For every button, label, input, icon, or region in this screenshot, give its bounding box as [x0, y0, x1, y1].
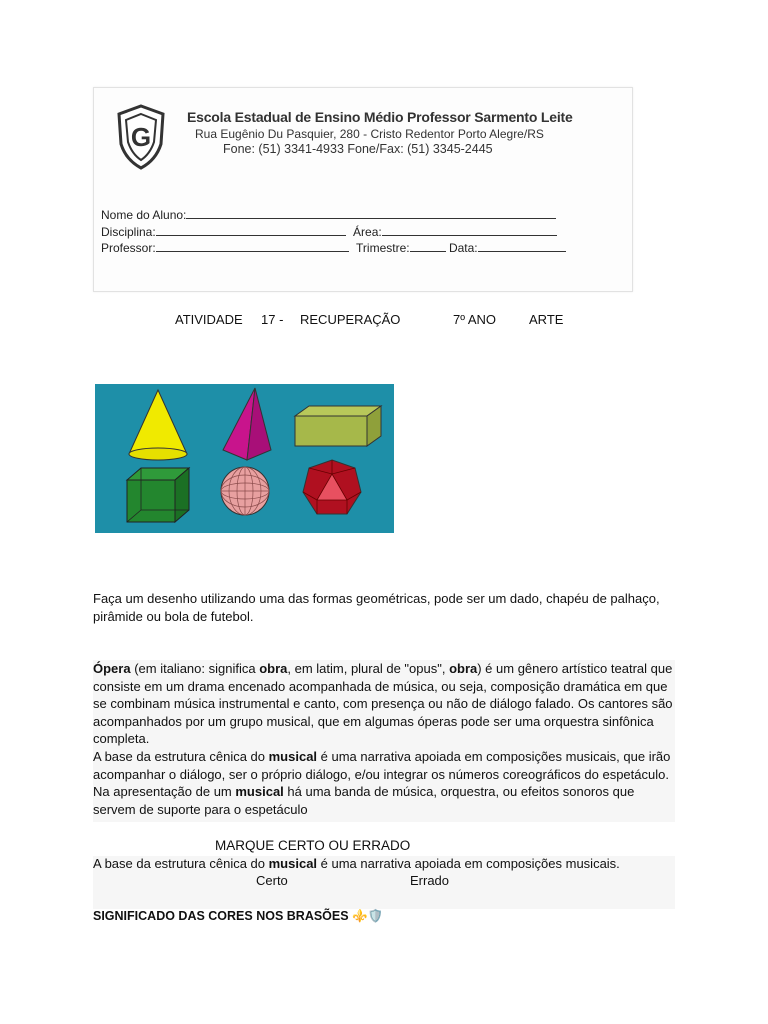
activity-label: ATIVIDADE: [175, 312, 243, 327]
activity-grade: 7º ANO: [453, 312, 497, 327]
student-name-field[interactable]: [186, 207, 556, 219]
green-prism-icon: [295, 406, 381, 446]
drawing-instruction: Faça um desenho utilizando uma das formas geométricas, pode ser um dado, chapéu de palhaço, pirâmide ou bola de futebol.: [93, 591, 660, 624]
red-icosahedron-icon: [303, 460, 361, 514]
form-row-discipline: [101, 224, 557, 239]
school-address: Rua Eugênio Du Pasquier, 280 - Cristo Redentor Porto Alegre/RS: [195, 127, 544, 141]
discipline-label: Disciplina:: [101, 225, 156, 239]
quiz-question-block: [93, 856, 675, 909]
area-label: Área:: [353, 225, 382, 239]
pink-sphere-icon: [221, 467, 269, 515]
crest-letter: G: [130, 122, 152, 152]
musical-paragraph: [93, 748, 673, 818]
school-header-card: [93, 87, 633, 292]
cores-heading: [93, 909, 383, 924]
quiz-bold-word: musical: [268, 856, 318, 871]
opera-text-part: , em latim, plural de "opus",: [287, 661, 450, 676]
teacher-label: Professor:: [101, 241, 156, 255]
activity-type: RECUPERAÇÃO: [300, 312, 401, 327]
student-name-label: Nome do Aluno:: [101, 208, 187, 222]
school-name: Escola Estadual de Ensino Médio Professor Sarmento Leite: [187, 109, 573, 125]
activity-subject: ARTE: [529, 312, 564, 327]
date-field[interactable]: [478, 240, 566, 252]
opera-text: [93, 660, 673, 818]
musical-text-part: A base da estrutura cênica do: [93, 748, 269, 764]
fleur-de-lis-shield-icon: ⚜️🛡️: [352, 909, 384, 923]
option-certo[interactable]: Certo: [256, 873, 288, 888]
activity-number: 17 -: [261, 312, 284, 327]
opera-bold-word: obra: [259, 661, 288, 676]
date-label: Data:: [448, 241, 478, 255]
musical-text-part: há uma banda de música, orquestra, ou efeitos sonoros que servem de suporte para o espetáculo: [93, 784, 635, 817]
quiz-question: [93, 856, 620, 871]
teacher-field[interactable]: [156, 240, 349, 252]
area-field[interactable]: [382, 224, 557, 236]
trimester-field[interactable]: [410, 240, 446, 252]
opera-term: Ópera: [93, 661, 131, 676]
musical-bold-word: musical: [235, 784, 284, 800]
quiz-heading: MARQUE CERTO OU ERRADO: [215, 838, 411, 853]
musical-text-part: é uma narrativa apoiada em composições musicais, que irão acompanhar o diálogo, ser o próprio diálogo, e/ou integrar os números coreográficos do espetáculo. Na apresentação de um: [93, 748, 671, 800]
geometric-shapes-image: [95, 384, 394, 533]
quiz-question-part: é uma narrativa apoiada em composições musicais.: [317, 856, 620, 871]
musical-bold-word: musical: [268, 748, 318, 764]
green-cube-icon: [127, 468, 189, 522]
opera-bold-word: obra: [449, 661, 478, 676]
option-errado[interactable]: Errado: [410, 873, 450, 888]
form-row-teacher: [101, 240, 566, 255]
cores-title: SIGNIFICADO DAS CORES NOS BRASÕES: [93, 909, 349, 923]
trimester-label: Trimestre:: [356, 241, 410, 255]
form-row-student: [101, 207, 556, 222]
opera-text-part: (em italiano: significa: [130, 661, 260, 676]
school-crest-icon: [116, 104, 166, 170]
discipline-field[interactable]: [156, 224, 346, 236]
quiz-question-part: A base da estrutura cênica do: [93, 856, 269, 871]
opera-paragraph: [93, 660, 673, 748]
opera-text-part: ) é um gênero artístico teatral que consiste em um drama encenado acompanhada de música, ou seja, composição dramática em que se combinam música instrumental e canto, com presença ou não de diálogo falado. Os cantores são acompanhados por um grupo musical, que em algumas óperas pode ser uma orquestra sinfônica completa.: [93, 661, 673, 747]
school-phone: Fone: (51) 3341-4933 Fone/Fax: (51) 3345-2445: [223, 142, 493, 156]
